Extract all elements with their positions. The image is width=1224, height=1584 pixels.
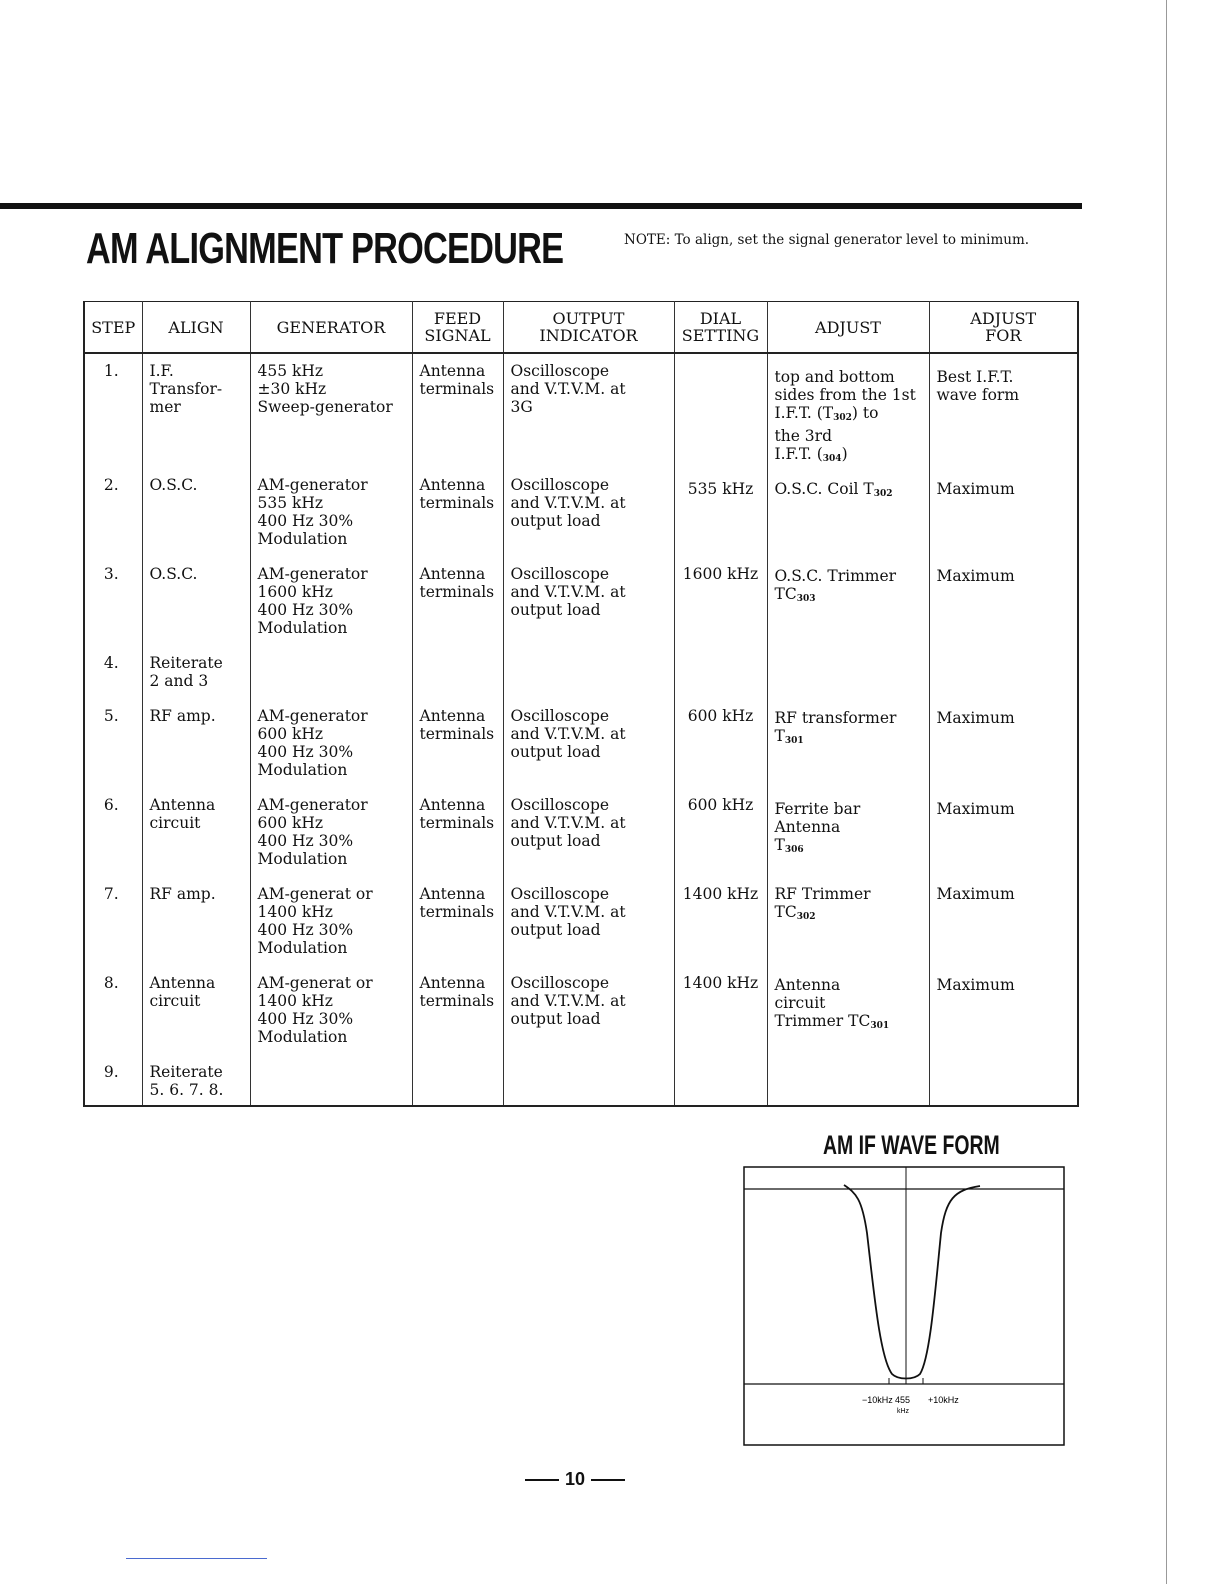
- cell-step: 7.: [103, 885, 119, 903]
- cell-adjust: O.S.C. Coil $T_{302}$: [767, 468, 929, 557]
- cell-output: Oscilloscope and V.T.V.M. at output load: [503, 788, 674, 877]
- top-rule: [0, 203, 1082, 209]
- waveform-curve: [844, 1185, 980, 1379]
- cell-generator: AM-generator 535 kHz 400 Hz 30% Modulation: [250, 468, 412, 557]
- waveform-diagram: [740, 1163, 1068, 1449]
- cell-generator: AM-generator 600 kHz 400 Hz 30% Modulation: [250, 788, 412, 877]
- table-row: [84, 557, 1078, 646]
- alignment-table: [83, 301, 1079, 1107]
- header-adjust-for: ADJUST FOR: [929, 302, 1078, 354]
- cell-generator: 455 kHz ±30 kHz Sweep-generator: [250, 353, 412, 468]
- cell-feed: Antenna terminals: [412, 353, 503, 468]
- cell-adjust: [767, 1055, 929, 1106]
- cell-generator: AM-generat or 1400 kHz 400 Hz 30% Modulation: [250, 966, 412, 1055]
- page-number-dash-right: [591, 1479, 625, 1481]
- header-step: STEP: [84, 302, 142, 354]
- cell-feed: Antenna terminals: [412, 557, 503, 646]
- scan-artifact-line: [126, 1558, 267, 1559]
- alignment-note: NOTE: To align, set the signal generator level to minimum.: [624, 232, 1030, 248]
- page-edge-line: [1166, 0, 1167, 1584]
- cell-adjust: top and bottom sides from the 1st I.F.T. $(T_{302})$ to the 3rd I.F.T. $(_{304})$: [767, 353, 929, 468]
- header-generator: GENERATOR: [250, 302, 412, 354]
- table-header-row: [84, 302, 1078, 354]
- table-row: [84, 646, 1078, 699]
- cell-output: [503, 646, 674, 699]
- cell-feed: Antenna terminals: [412, 788, 503, 877]
- header-output-indicator: OUTPUT INDICATOR: [503, 302, 674, 354]
- cell-feed: Antenna terminals: [412, 468, 503, 557]
- cell-generator: AM-generator 600 kHz 400 Hz 30% Modulation: [250, 699, 412, 788]
- table-row: [84, 966, 1078, 1055]
- page-number-dash-left: [525, 1479, 559, 1481]
- cell-adjust: Antenna circuit Trimmer $TC_{301}$: [767, 966, 929, 1055]
- cell-step: 2.: [103, 476, 119, 494]
- header-feed-signal: FEED SIGNAL: [412, 302, 503, 354]
- table-row: [84, 699, 1078, 788]
- cell-step: 3.: [103, 565, 119, 583]
- cell-adjust-for: [929, 1055, 1078, 1106]
- table-row: [84, 468, 1078, 557]
- cell-step: 6.: [103, 796, 119, 814]
- header-adjust: ADJUST: [767, 302, 929, 354]
- cell-dial: 1600 kHz: [674, 557, 767, 646]
- cell-adjust: Ferrite bar Antenna $T_{306}$: [767, 788, 929, 877]
- cell-align: RF amp.: [142, 877, 250, 966]
- cell-align: Reiterate 5. 6. 7. 8.: [142, 1055, 250, 1106]
- cell-dial: 1400 kHz: [674, 966, 767, 1055]
- cell-align: Reiterate 2 and 3: [142, 646, 250, 699]
- cell-align: RF amp.: [142, 699, 250, 788]
- header-align: ALIGN: [142, 302, 250, 354]
- cell-output: Oscilloscope and V.T.V.M. at output load: [503, 468, 674, 557]
- cell-adjust-for: Maximum: [929, 877, 1078, 966]
- cell-align: O.S.C.: [142, 557, 250, 646]
- cell-feed: Antenna terminals: [412, 966, 503, 1055]
- cell-align: I.F. Transfor- mer: [142, 353, 250, 468]
- cell-output: Oscilloscope and V.T.V.M. at 3G: [503, 353, 674, 468]
- cell-feed: Antenna terminals: [412, 877, 503, 966]
- cell-dial: 600 kHz: [674, 788, 767, 877]
- label-plus-10khz: +10kHz: [928, 1395, 959, 1405]
- page-number: 10: [0, 1469, 1150, 1490]
- cell-adjust: RF Trimmer $TC_{302}$: [767, 877, 929, 966]
- cell-adjust-for: Maximum: [929, 699, 1078, 788]
- label-minus-10khz: −10kHz: [862, 1395, 893, 1405]
- table-row: [84, 788, 1078, 877]
- cell-output: Oscilloscope and V.T.V.M. at output load: [503, 966, 674, 1055]
- cell-adjust-for: [929, 646, 1078, 699]
- cell-dial: [674, 1055, 767, 1106]
- cell-step: 9.: [103, 1063, 119, 1081]
- cell-adjust: O.S.C. Trimmer $TC_{303}$: [767, 557, 929, 646]
- cell-adjust-for: Maximum: [929, 788, 1078, 877]
- cell-adjust-for: Maximum: [929, 468, 1078, 557]
- cell-dial: 535 kHz: [674, 468, 767, 557]
- cell-generator: [250, 646, 412, 699]
- alignment-table-wrapper: [83, 301, 1077, 1107]
- cell-dial: 1400 kHz: [674, 877, 767, 966]
- cell-output: [503, 1055, 674, 1106]
- cell-output: Oscilloscope and V.T.V.M. at output load: [503, 699, 674, 788]
- cell-align: Antenna circuit: [142, 966, 250, 1055]
- cell-generator: AM-generat or 1400 kHz 400 Hz 30% Modulation: [250, 877, 412, 966]
- cell-adjust: [767, 646, 929, 699]
- cell-adjust-for: Maximum: [929, 557, 1078, 646]
- cell-adjust: RF transformer $T_{301}$: [767, 699, 929, 788]
- cell-align: Antenna circuit: [142, 788, 250, 877]
- table-row: [84, 353, 1078, 468]
- cell-step: 8.: [103, 974, 119, 992]
- cell-step: 1.: [103, 362, 119, 380]
- cell-dial: 600 kHz: [674, 699, 767, 788]
- cell-step: 5.: [103, 707, 119, 725]
- cell-generator: AM-generator 1600 kHz 400 Hz 30% Modulation: [250, 557, 412, 646]
- cell-step: 4.: [103, 654, 119, 672]
- table-row: [84, 1055, 1078, 1106]
- header-dial-setting: DIAL SETTING: [674, 302, 767, 354]
- cell-feed: Antenna terminals: [412, 699, 503, 788]
- cell-align: O.S.C.: [142, 468, 250, 557]
- label-center-455: 455: [895, 1395, 911, 1405]
- cell-dial: [674, 353, 767, 468]
- page-title: AM ALIGNMENT PROCEDURE: [86, 224, 564, 273]
- cell-feed: [412, 1055, 503, 1106]
- cell-output: Oscilloscope and V.T.V.M. at output load: [503, 877, 674, 966]
- cell-generator: [250, 1055, 412, 1106]
- cell-dial: [674, 646, 767, 699]
- table-row: [84, 877, 1078, 966]
- waveform-title: AM IF WAVE FORM: [823, 1130, 1000, 1160]
- cell-adjust-for: Best I.F.T. wave form: [929, 353, 1078, 468]
- cell-adjust-for: Maximum: [929, 966, 1078, 1055]
- cell-output: Oscilloscope and V.T.V.M. at output load: [503, 557, 674, 646]
- cell-feed: [412, 646, 503, 699]
- label-center-unit: kHz: [897, 1408, 910, 1415]
